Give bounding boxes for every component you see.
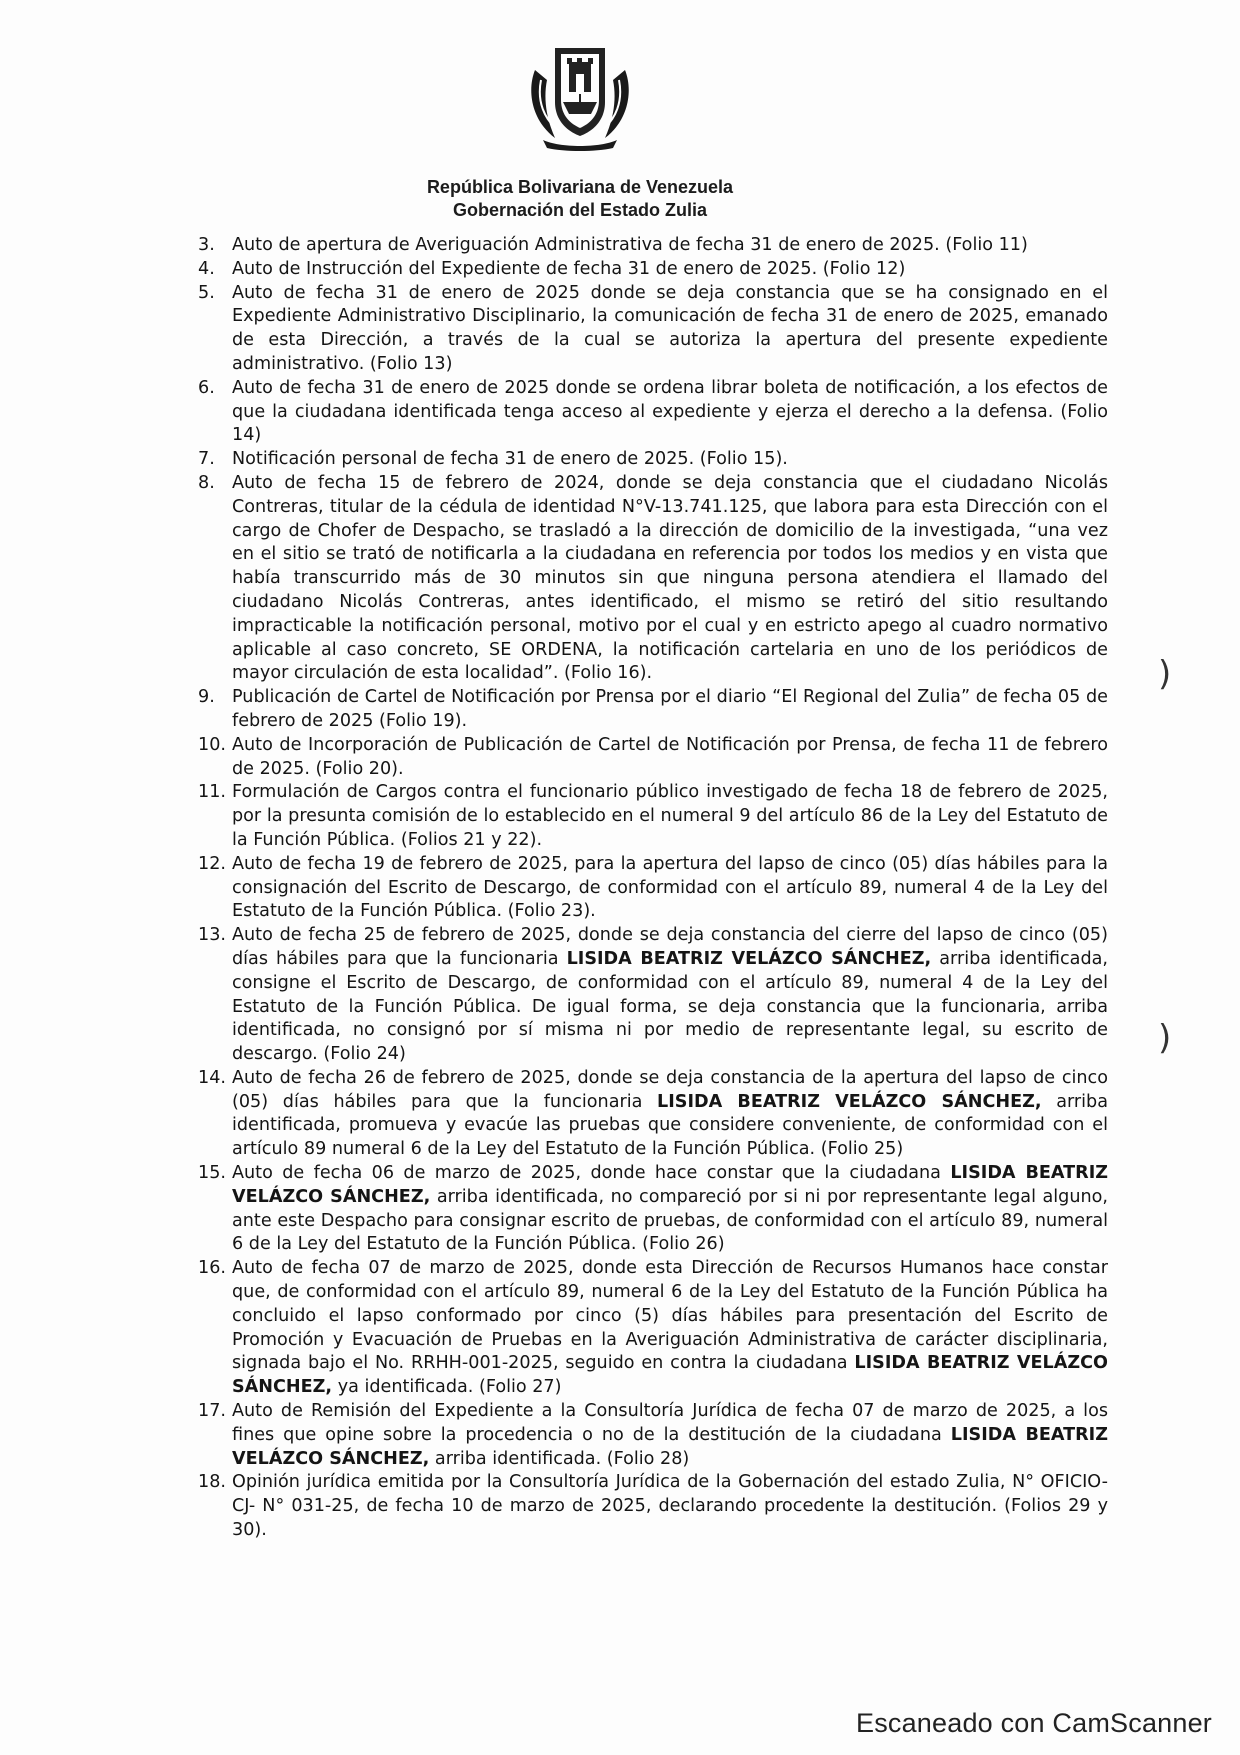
item-text-post: ya identificada. (Folio 27) — [332, 1377, 562, 1398]
item-number: 5. — [198, 282, 215, 303]
item-number: 16. — [198, 1258, 226, 1279]
item-number: 12. — [198, 853, 226, 874]
item-number: 9. — [198, 687, 215, 708]
item-text: Publicación de Cartel de Notificación por Prensa por el diario “El Regional del Zulia” de fecha 05 de febrero de 2025 (Folio 19). — [232, 687, 1108, 731]
list-item — [198, 377, 1108, 448]
item-text — [232, 1068, 1108, 1159]
item-number: 17. — [198, 1401, 226, 1422]
list-item — [198, 734, 1108, 782]
person-name: LISIDA BEATRIZ VELÁZCO SÁNCHEZ, — [657, 1091, 1042, 1112]
list-item — [198, 282, 1108, 377]
list-item — [198, 1162, 1108, 1257]
item-text-post: arriba identificada, no compareció por si ni por representante legal alguno, ante este Despacho para consignar escrito de pruebas, de conformidad con el artículo 89, numeral 6 de la Ley del Estatuto de la Función Pública. (Folio 26) — [232, 1186, 1108, 1255]
item-number: 11. — [198, 782, 226, 803]
person-name: LISIDA BEATRIZ VELÁZCO SÁNCHEZ, — [232, 1163, 1108, 1207]
item-number: 4. — [198, 258, 215, 279]
item-number: 6. — [198, 377, 215, 398]
item-text-pre: Auto de fecha 06 de marzo de 2025, donde hace constar que la ciudadana — [232, 1163, 951, 1184]
item-number: 14. — [198, 1067, 226, 1088]
item-text — [232, 1258, 1108, 1397]
item-text: Opinión jurídica emitida por la Consultoría Jurídica de la Gobernación del estado Zulia, N° OFICIO-CJ- N° 031-25, de fecha 10 de marzo de 2025, declarando procedente la destitución. (Folios 29 y 30). — [232, 1472, 1108, 1541]
item-number: 18. — [198, 1472, 226, 1493]
list-item — [198, 472, 1108, 686]
list-item — [198, 1471, 1108, 1542]
list-item — [198, 924, 1108, 1067]
item-number: 13. — [198, 925, 226, 946]
item-text-post: arriba identificada. (Folio 28) — [429, 1448, 690, 1469]
item-number: 8. — [198, 472, 215, 493]
person-name: LISIDA BEATRIZ VELÁZCO SÁNCHEZ, — [232, 1353, 1108, 1398]
item-text — [232, 1163, 1108, 1254]
scan-mark: ) — [1158, 1018, 1172, 1058]
letterhead-line-2: Gobernación del Estado Zulia — [452, 200, 708, 220]
list-item — [198, 853, 1108, 924]
proceedings-list — [198, 234, 1108, 1543]
item-text: Auto de Incorporación de Publicación de Cartel de Notificación por Prensa, de fecha 11 de febrero de 2025. (Folio 20). — [232, 734, 1108, 779]
letterhead — [0, 40, 1160, 222]
item-text: Auto de Instrucción del Expediente de fecha 31 de enero de 2025. (Folio 12) — [232, 258, 906, 279]
person-name: LISIDA BEATRIZ VELÁZCO SÁNCHEZ, — [232, 1424, 1108, 1469]
coat-of-arms-icon — [525, 40, 635, 152]
person-name: LISIDA BEATRIZ VELÁZCO SÁNCHEZ, — [566, 948, 932, 969]
item-text-pre: Auto de Remisión del Expediente a la Consultoría Jurídica de fecha 07 de marzo de 2025, a los fines que opine sobre la procedencia o no de la destitución de la ciudadana — [232, 1401, 1108, 1445]
letterhead-line-1: República Bolivariana de Venezuela — [426, 177, 734, 197]
item-number: 7. — [198, 449, 215, 470]
list-item — [198, 1400, 1108, 1471]
item-text: Auto de fecha 31 de enero de 2025 donde se ordena librar boleta de notificación, a los efectos de que la ciudadana identificada tenga acceso al expediente y ejerza el derecho a la defensa. (Folio 14) — [232, 377, 1108, 446]
item-text: Auto de apertura de Averiguación Administrativa de fecha 31 de enero de 2025. (Folio 11) — [232, 235, 1028, 255]
item-text — [232, 925, 1108, 1064]
scan-mark: ) — [1158, 654, 1172, 694]
item-text-post: arriba identificada, promueva y evacúe las pruebas que considere conveniente, de conformidad con el artículo 89 numeral 6 de la Ley del Estatuto de la Función Pública. (Folio 25) — [232, 1091, 1108, 1160]
item-number: 15. — [198, 1163, 226, 1184]
item-number: 3. — [198, 235, 215, 255]
item-text-post: arriba identificada, consigne el Escrito de Descargo, de conformidad con el artículo 89, numeral 4 de la Ley del Estatuto de la Función Pública. De igual forma, se deja constancia que la funcionaria, arriba identificada, no consignó por sí misma ni por medio de representante legal, su escrito de descargo. (Folio 24) — [232, 948, 1108, 1065]
list-item — [198, 258, 1108, 282]
list-item — [198, 1257, 1108, 1400]
list-item — [198, 781, 1108, 852]
item-text-pre: Auto de fecha 25 de febrero de 2025, donde se deja constancia del cierre del lapso de cinco (05) días hábiles para que la funcionaria — [232, 925, 1108, 969]
list-item — [198, 448, 1108, 472]
list-item — [198, 1067, 1108, 1162]
list-item — [198, 234, 1108, 258]
list-item — [198, 686, 1108, 734]
item-number: 10. — [198, 734, 226, 755]
item-text-pre: Auto de fecha 26 de febrero de 2025, donde se deja constancia de la apertura del lapso de cinco (05) días hábiles para que la funcionaria — [232, 1067, 1108, 1112]
item-text: Notificación personal de fecha 31 de enero de 2025. (Folio 15). — [232, 449, 788, 470]
scanner-watermark: Escaneado con CamScanner — [855, 1708, 1212, 1738]
item-text: Formulación de Cargos contra el funcionario público investigado de fecha 18 de febrero de 2025, por la presunta comisión de lo establecido en el numeral 9 del artículo 86 de la Ley del Estatuto de la Función Pública. (Folios 21 y 22). — [232, 782, 1108, 850]
item-text: Auto de fecha 15 de febrero de 2024, donde se deja constancia que el ciudadano Nicolás Contreras, titular de la cédula de identidad N°V-13.741.125, que labora para esta Dirección con el cargo de Chofer de Despacho, se trasladó a la dirección de domicilio de la investigada, “una vez en el sitio se trató de notificarla a la ciudadana en referencia por todos los medios y en vista que había transcurrido más de 30 minutos sin que ninguna persona atendiera el llamado del ciudadano Nicolás Contreras, antes identificado, el mismo se retiró del sitio resultando impracticable la notificación personal, motivo por el cual y en estricto apego al cuadro normativo aplicable al caso concreto, SE ORDENA, la notificación cartelaria en uno de los periódicos de mayor circulación de esta localidad”. (Folio 16). — [232, 472, 1108, 684]
item-text: Auto de fecha 31 de enero de 2025 donde se deja constancia que se ha consignado en el Expediente Administrativo Disciplinario, la comunicación de fecha 31 de enero de 2025, emanado de esta Dirección, a través de la cual se autoriza la apertura del presente expediente administrativo. (Folio 13) — [232, 282, 1108, 374]
item-text — [232, 1401, 1108, 1469]
item-text-pre: Auto de fecha 07 de marzo de 2025, donde esta Dirección de Recursos Humanos hace constar que, de conformidad con el artículo 89, numeral 6 de la Ley del Estatuto de la Función Pública ha concluido el lapso conformado por cinco (5) días hábiles para presentación del Escrito de Promoción y Evacuación de Pruebas en la Averiguación Administrativa de carácter disciplinaria, signada bajo el No. RRHH-001-2025, seguido en contra la ciudadana — [232, 1258, 1108, 1374]
item-text: Auto de fecha 19 de febrero de 2025, para la apertura del lapso de cinco (05) días hábiles para la consignación del Escrito de Descargo, de conformidad con el artículo 89, numeral 4 de la Ley del Estatuto de la Función Pública. (Folio 23). — [232, 853, 1108, 922]
